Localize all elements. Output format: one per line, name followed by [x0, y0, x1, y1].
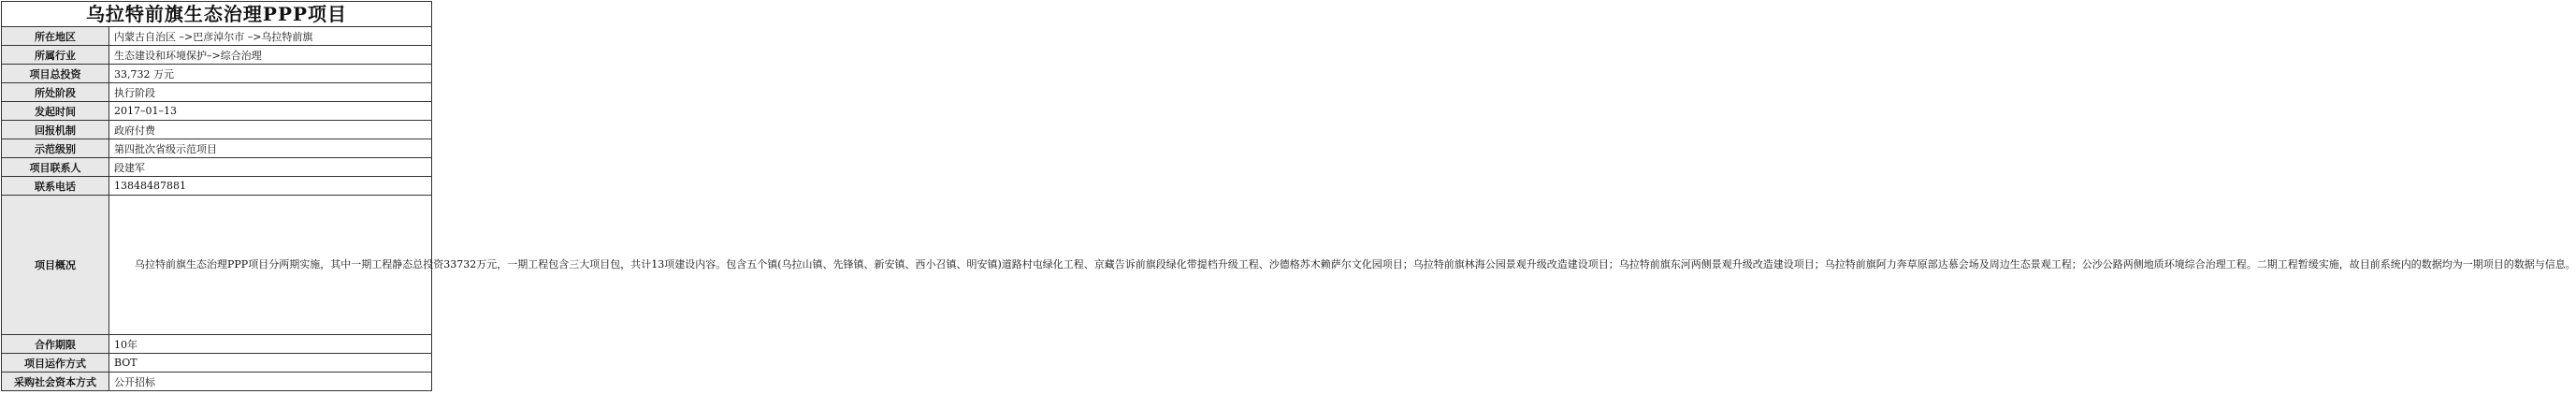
field-label: 采购社会资本方式: [2, 372, 109, 391]
field-label: 回报机制: [2, 121, 109, 139]
table-row: [2, 121, 432, 139]
field-label: 所属行业: [2, 46, 109, 65]
field-value: 2017–01–13: [109, 102, 432, 121]
field-label: 联系电话: [2, 177, 109, 196]
field-value: 公开招标: [109, 372, 432, 391]
field-value: 执行阶段: [109, 83, 432, 102]
field-value: 13848487881: [109, 177, 432, 196]
field-value: 政府付费: [109, 121, 432, 139]
table-row: [2, 83, 432, 102]
field-label: 发起时间: [2, 102, 109, 121]
overview-label: 项目概况: [2, 196, 109, 335]
field-value: 生态建设和环境保护–>综合治理: [109, 46, 432, 65]
field-value: 10年: [109, 335, 432, 354]
field-label: 合作期限: [2, 335, 109, 354]
table-row: [2, 372, 432, 391]
table-row: [2, 177, 432, 196]
table-row: [2, 335, 432, 354]
field-label: 所在地区: [2, 27, 109, 46]
table-row: [2, 139, 432, 158]
field-label: 项目运作方式: [2, 354, 109, 372]
field-value: 内蒙古自治区 –>巴彦淖尔市 –>乌拉特前旗: [109, 27, 432, 46]
field-value: 第四批次省级示范项目: [109, 139, 432, 158]
table-row: [2, 102, 432, 121]
field-value: 段建军: [109, 158, 432, 177]
table-row-overview: [2, 196, 432, 335]
project-info-table: [1, 26, 2576, 391]
field-label: 项目总投资: [2, 65, 109, 83]
field-label: 示范级别: [2, 139, 109, 158]
table-row: [2, 27, 432, 46]
table-row: [2, 354, 432, 372]
table-row: [2, 65, 432, 83]
project-info-document: [1, 1, 2576, 407]
table-row: [2, 158, 432, 177]
table-row: [2, 46, 432, 65]
field-value: 33,732 万元: [109, 65, 432, 83]
field-value: BOT: [109, 354, 432, 372]
document-title: 乌拉特前旗生态治理PPP项目: [1, 1, 432, 26]
field-label: 项目联系人: [2, 158, 109, 177]
field-label: 所处阶段: [2, 83, 109, 102]
overview-text: 乌拉特前旗生态治理PPP项目分两期实施，其中一期工程静态总投资33732万元，一期工程包含三大项目包，共计13项建设内容。包含五个镇(乌拉山镇、先锋镇、新安镇、西小召镇、明安镇)道路村屯绿化工程、京藏告诉前旗段绿化带提档升级工程、沙德格苏木赖萨尔文化园项目；乌拉特前旗林海公园景观升级改造建设项目；乌拉特前旗东河两侧景观升级改造建设项目；乌拉特前旗阿力奔草原部达慕会场及周边生态景观工程；公沙公路两侧地质环境综合治理工程。二期工程暂缓实施，故目前系统内的数据均为一期项目的数据与信息。: [109, 196, 432, 335]
